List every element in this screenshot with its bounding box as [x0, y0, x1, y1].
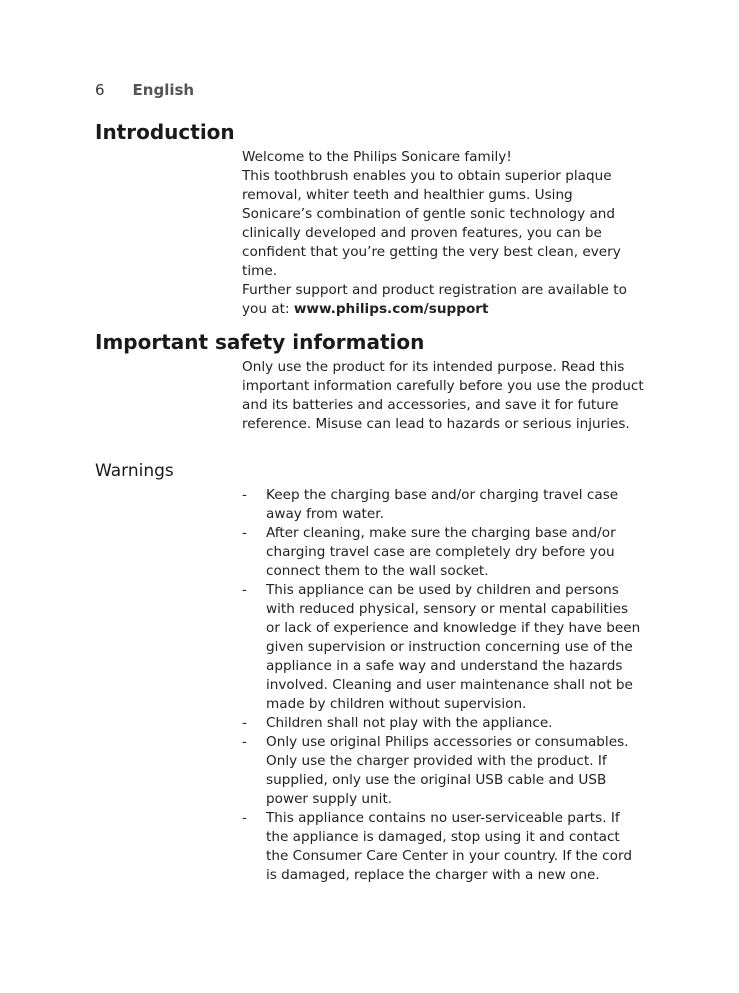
list-item — [242, 714, 644, 733]
warning-text: Only use original Philips accessories or consumables. Only use the charger provided with the product. If supplied, only use the original USB cable and USB power supply unit. — [266, 734, 629, 807]
list-item — [242, 581, 644, 714]
dash-marker: - — [242, 734, 247, 750]
dash-marker: - — [242, 525, 247, 541]
support-text: Further support and product registration are available to you at: — [242, 282, 627, 317]
introduction-heading: Introduction — [95, 120, 235, 144]
page-header — [95, 81, 194, 99]
introduction-body — [242, 148, 644, 319]
introduction-support — [242, 281, 644, 319]
warnings-heading: Warnings — [95, 461, 174, 481]
list-item — [242, 524, 644, 581]
page-number: 6 — [95, 81, 105, 99]
warning-text: After cleaning, make sure the charging base and/or charging travel case are completely dry before you connect them to the wall socket. — [266, 525, 616, 579]
dash-marker: - — [242, 487, 247, 503]
warning-text: This appliance contains no user-serviceable parts. If the appliance is damaged, stop using it and contact the Consumer Care Center in your country. If the cord is damaged, replace the charger with a new one. — [266, 810, 632, 883]
warnings-list — [242, 486, 644, 885]
safety-body — [242, 358, 644, 434]
language-label: English — [132, 81, 195, 99]
list-item — [242, 486, 644, 524]
dash-marker: - — [242, 810, 247, 826]
safety-heading: Important safety information — [95, 330, 425, 354]
warning-text: Children shall not play with the appliance. — [266, 715, 553, 731]
support-link[interactable]: www.philips.com/support — [293, 301, 489, 317]
introduction-description: This toothbrush enables you to obtain superior plaque removal, whiter teeth and healthier gums. Using Sonicare’s combination of gentle sonic technology and clinically developed and proven features, you can be confident that you’re getting the very best clean, every time. — [242, 168, 621, 279]
list-item — [242, 809, 644, 885]
safety-text: Only use the product for its intended purpose. Read this important information carefully before you use the product and its batteries and accessories, and save it for future reference. Misuse can lead to hazards or serious injuries. — [242, 359, 644, 432]
warning-text: This appliance can be used by children and persons with reduced physical, sensory or mental capabilities or lack of experience and knowledge if they have been given supervision or instruction concerning use of the appliance in a safe way and understand the hazards involved. Cleaning and user maintenance shall not be made by children without supervision. — [266, 582, 641, 712]
introduction-welcome: Welcome to the Philips Sonicare family! — [242, 149, 512, 165]
list-item — [242, 733, 644, 809]
warning-text: Keep the charging base and/or charging travel case away from water. — [266, 487, 619, 522]
dash-marker: - — [242, 715, 247, 731]
dash-marker: - — [242, 582, 247, 598]
